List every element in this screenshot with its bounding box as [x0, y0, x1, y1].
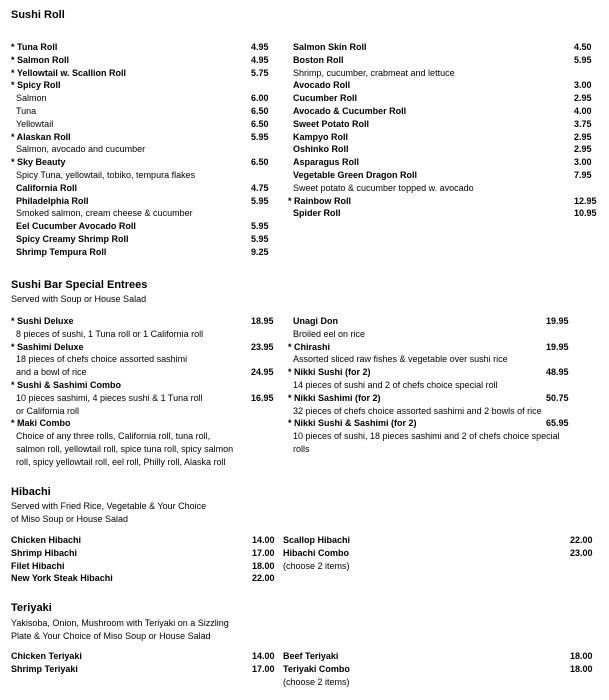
menu-row — [11, 572, 281, 585]
menu-row — [11, 430, 281, 443]
menu-item-price: 19.95 — [546, 316, 569, 326]
sushi-roll-title: Sushi Roll — [11, 9, 65, 21]
menu-row — [288, 353, 604, 366]
menu-item-price: 17.00 — [252, 663, 275, 674]
menu-row — [288, 315, 604, 328]
menu-item-price: 2.95 — [574, 144, 592, 155]
menu-item-name: Eel Cucumber Avocado Roll — [16, 221, 136, 232]
menu-row — [11, 547, 281, 560]
menu-row — [288, 341, 604, 354]
menu-item-name: roll, spicy yellowtail roll, eel roll, Philly roll, Alaska roll — [16, 456, 226, 467]
menu-item-price: 17.00 — [252, 547, 275, 558]
menu-row — [11, 156, 281, 169]
teriyaki-subtitle-1: Yakisoba, Onion, Mushroom with Teriyaki on a Sizzling — [11, 618, 229, 628]
menu-row — [288, 443, 604, 456]
menu-item-name: Cucumber Roll — [293, 93, 358, 104]
menu-item-price: 9.25 — [251, 246, 269, 257]
menu-row — [11, 417, 281, 430]
menu-row — [288, 405, 604, 418]
menu-row — [288, 366, 604, 379]
menu-row — [11, 67, 281, 80]
menu-item-price: 6.50 — [251, 157, 269, 168]
menu-row — [11, 560, 281, 573]
menu-row — [11, 379, 281, 392]
menu-item-name: * Sky Beauty — [11, 157, 66, 168]
menu-row — [11, 456, 281, 469]
menu-item-price: 14.00 — [252, 535, 275, 545]
menu-row — [288, 131, 604, 144]
hibachi-left-column — [11, 534, 281, 585]
menu-item-price: 19.95 — [546, 341, 569, 352]
menu-item-price: 23.95 — [251, 341, 274, 352]
teriyaki-right-column — [283, 650, 599, 688]
menu-item-price: 4.95 — [251, 42, 269, 52]
menu-row — [11, 79, 281, 92]
menu-row — [288, 67, 604, 80]
menu-item-name: Beef Teriyaki — [283, 651, 339, 661]
menu-item-price: 4.75 — [251, 182, 269, 193]
teriyaki-title: Teriyaki — [11, 602, 52, 614]
menu-item-name: Hibachi Combo — [283, 547, 350, 558]
menu-item-name: Unagi Don — [293, 316, 338, 326]
menu-item-name: 14 pieces of sushi and 2 of chefs choice special roll — [293, 379, 498, 390]
menu-row — [11, 105, 281, 118]
menu-item-name: 10 pieces of sushi, 18 pieces sashimi and 2 of chefs choice special — [293, 431, 560, 442]
menu-row — [11, 182, 281, 195]
menu-item-name: * Nikki Sushi & Sashimi (for 2) — [288, 418, 417, 429]
menu-row — [11, 663, 281, 676]
menu-item-price: 4.95 — [251, 54, 269, 65]
teriyaki-left-column — [11, 650, 281, 676]
menu-item-name: rolls — [293, 443, 310, 454]
menu-item-name: or California roll — [16, 405, 80, 416]
menu-item-name: Tuna — [16, 105, 37, 116]
teriyaki-subtitle-2: Plate & Your Choice of Miso Soup or House Salad — [11, 631, 211, 641]
menu-item-name: and a bowl of rice — [16, 367, 87, 378]
menu-row — [288, 182, 604, 195]
menu-item-name: Shrimp Tempura Roll — [16, 246, 107, 257]
menu-item-name: Chicken Teriyaki — [11, 651, 82, 661]
menu-item-name: * Alaskan Roll — [11, 131, 71, 142]
menu-item-name: (choose 2 items) — [283, 676, 350, 687]
menu-item-name: * Sushi Deluxe — [11, 316, 74, 326]
menu-item-name: Filet Hibachi — [11, 560, 65, 571]
menu-item-name: Spider Roll — [293, 208, 341, 219]
menu-item-price: 3.00 — [574, 80, 592, 91]
menu-item-name: * Rainbow Roll — [288, 195, 351, 206]
menu-item-name: Chicken Hibachi — [11, 535, 82, 545]
menu-item-name: * Nikki Sushi (for 2) — [288, 367, 371, 378]
menu-item-name: Boston Roll — [293, 54, 344, 65]
menu-item-name: * Maki Combo — [11, 418, 71, 429]
hibachi-subtitle-1: Served with Fried Rice, Vegetable & Your Choice — [11, 501, 207, 511]
menu-row — [288, 195, 604, 208]
menu-item-name: Kampyo Roll — [293, 131, 349, 142]
menu-row — [11, 233, 281, 246]
menu-item-price: 4.50 — [574, 42, 592, 52]
special-entrees-subtitle: Served with Soup or House Salad — [11, 294, 147, 304]
menu-item-price: 14.00 — [252, 651, 275, 661]
menu-item-price: 10.95 — [574, 208, 597, 219]
menu-row — [288, 392, 604, 405]
menu-item-price: 5.95 — [251, 131, 269, 142]
menu-item-name: 10 pieces sashimi, 4 pieces sushi & 1 Tuna roll — [16, 392, 203, 403]
menu-item-name: * Spicy Roll — [11, 80, 61, 91]
sushi-roll-right-column — [288, 41, 604, 220]
menu-item-price: 22.00 — [252, 573, 275, 584]
menu-item-price: 23.00 — [570, 547, 593, 558]
menu-item-price: 48.95 — [546, 367, 569, 378]
hibachi-right-column — [283, 534, 599, 572]
menu-item-name: Assorted sliced raw fishes & vegetable over sushi rice — [293, 354, 508, 365]
menu-row — [288, 54, 604, 67]
menu-item-name: * Salmon Roll — [11, 54, 70, 65]
menu-row — [11, 405, 281, 418]
menu-item-name: Shrimp Teriyaki — [11, 663, 78, 674]
menu-item-name: 32 pieces of chefs choice assorted sashimi and 2 bowls of rice — [293, 405, 542, 416]
menu-item-name: Philadelphia Roll — [16, 195, 89, 206]
menu-item-name: * Chirashi — [288, 341, 331, 352]
menu-row — [283, 534, 599, 547]
menu-item-name: Sweet Potato Roll — [293, 118, 370, 129]
menu-row — [11, 534, 281, 547]
menu-item-name: Shrimp Hibachi — [11, 547, 78, 558]
menu-row — [288, 118, 604, 131]
menu-item-name: Scallop Hibachi — [283, 535, 351, 545]
menu-item-name: Smoked salmon, cream cheese & cucumber — [16, 208, 193, 219]
menu-row — [11, 650, 281, 663]
menu-item-name: Salmon, avocado and cucumber — [16, 144, 146, 155]
menu-row — [11, 392, 281, 405]
menu-item-price: 2.95 — [574, 131, 592, 142]
menu-item-name: New York Steak Hibachi — [11, 573, 113, 584]
menu-row — [288, 379, 604, 392]
hibachi-subtitle-2: of Miso Soup or House Salad — [11, 514, 129, 524]
menu-item-price: 22.00 — [570, 535, 593, 545]
menu-item-price: 24.95 — [251, 367, 274, 378]
menu-row — [283, 560, 599, 573]
menu-item-name: California Roll — [16, 182, 78, 193]
hibachi-title: Hibachi — [11, 486, 51, 498]
menu-item-price: 18.00 — [570, 651, 593, 661]
menu-item-price: 65.95 — [546, 418, 569, 429]
menu-item-name: Salmon Skin Roll — [293, 42, 367, 52]
sushi-roll-left-column — [11, 41, 281, 259]
menu-item-name: Spicy Tuna, yellowtail, tobiko, tempura flakes — [16, 169, 196, 180]
menu-item-price: 4.00 — [574, 105, 592, 116]
menu-item-price: 2.95 — [574, 93, 592, 104]
menu-row — [11, 92, 281, 105]
menu-row — [11, 207, 281, 220]
menu-item-name: Asparagus Roll — [293, 157, 360, 168]
menu-item-name: Oshinko Roll — [293, 144, 349, 155]
menu-item-name: Avocado Roll — [293, 80, 351, 91]
menu-row — [11, 366, 281, 379]
menu-item-price: 5.95 — [251, 233, 269, 244]
menu-row — [11, 220, 281, 233]
menu-item-name: Salmon — [16, 93, 47, 104]
menu-item-name: * Sashimi Deluxe — [11, 341, 84, 352]
menu-row — [283, 676, 599, 689]
menu-row — [288, 207, 604, 220]
menu-item-price: 50.75 — [546, 392, 569, 403]
menu-row — [11, 131, 281, 144]
menu-item-name: Teriyaki Combo — [283, 663, 350, 674]
menu-item-name: (choose 2 items) — [283, 560, 350, 571]
menu-row — [11, 246, 281, 259]
menu-item-name: Broiled eel on rice — [293, 328, 366, 339]
menu-item-price: 5.75 — [251, 67, 269, 78]
menu-item-name: * Yellowtail w. Scallion Roll — [11, 67, 127, 78]
menu-item-price: 6.50 — [251, 118, 269, 129]
menu-item-name: Shrimp, cucumber, crabmeat and lettuce — [293, 67, 455, 78]
menu-item-price: 5.95 — [251, 195, 269, 206]
menu-row — [11, 341, 281, 354]
menu-item-price: 6.50 — [251, 105, 269, 116]
menu-row — [11, 195, 281, 208]
menu-item-name: * Sushi & Sashimi Combo — [11, 379, 122, 390]
menu-item-price: 18.00 — [252, 560, 275, 571]
menu-item-name: Spicy Creamy Shrimp Roll — [16, 233, 129, 244]
menu-row — [288, 41, 604, 54]
menu-item-price: 16.95 — [251, 392, 274, 403]
menu-row — [288, 328, 604, 341]
special-left-column — [11, 315, 281, 469]
menu-row — [283, 650, 599, 663]
menu-row — [288, 79, 604, 92]
menu-row — [11, 315, 281, 328]
menu-item-price: 3.00 — [574, 157, 592, 168]
menu-item-price: 5.95 — [251, 221, 269, 232]
menu-row — [288, 417, 604, 430]
special-entrees-title: Sushi Bar Special Entrees — [11, 279, 148, 291]
menu-row — [288, 156, 604, 169]
menu-row — [288, 92, 604, 105]
menu-row — [288, 430, 604, 443]
menu-item-name: 18 pieces of chefs choice assorted sashimi — [16, 354, 188, 365]
menu-item-name: Sweet potato & cucumber topped w. avocado — [293, 182, 474, 193]
menu-item-name: salmon roll, yellowtail roll, spice tuna roll, spicy salmon — [16, 443, 234, 454]
menu-row — [11, 353, 281, 366]
menu-row — [11, 54, 281, 67]
menu-row — [288, 169, 604, 182]
menu-item-price: 3.75 — [574, 118, 592, 129]
menu-item-price: 7.95 — [574, 169, 592, 180]
menu-item-name: 8 pieces of sushi, 1 Tuna roll or 1 California roll — [16, 328, 204, 339]
menu-item-price: 18.00 — [570, 663, 593, 674]
menu-item-price: 5.95 — [574, 54, 592, 65]
menu-row — [288, 143, 604, 156]
menu-row — [11, 328, 281, 341]
menu-item-name: * Nikki Sashimi (for 2) — [288, 392, 381, 403]
menu-item-price: 18.95 — [251, 316, 274, 326]
menu-item-price: 12.95 — [574, 195, 597, 206]
menu-row — [11, 169, 281, 182]
special-right-column — [288, 315, 604, 456]
menu-item-name: Avocado & Cucumber Roll — [293, 105, 407, 116]
menu-row — [288, 105, 604, 118]
menu-row — [283, 663, 599, 676]
menu-row — [11, 41, 281, 54]
menu-item-name: Yellowtail — [16, 118, 54, 129]
menu-row — [11, 443, 281, 456]
menu-item-name: Choice of any three rolls, California roll, tuna roll, — [16, 431, 211, 442]
menu-item-price: 6.00 — [251, 93, 269, 104]
menu-item-name: Vegetable Green Dragon Roll — [293, 169, 418, 180]
menu-row — [11, 143, 281, 156]
menu-item-name: * Tuna Roll — [11, 42, 58, 52]
menu-row — [283, 547, 599, 560]
menu-row — [11, 118, 281, 131]
